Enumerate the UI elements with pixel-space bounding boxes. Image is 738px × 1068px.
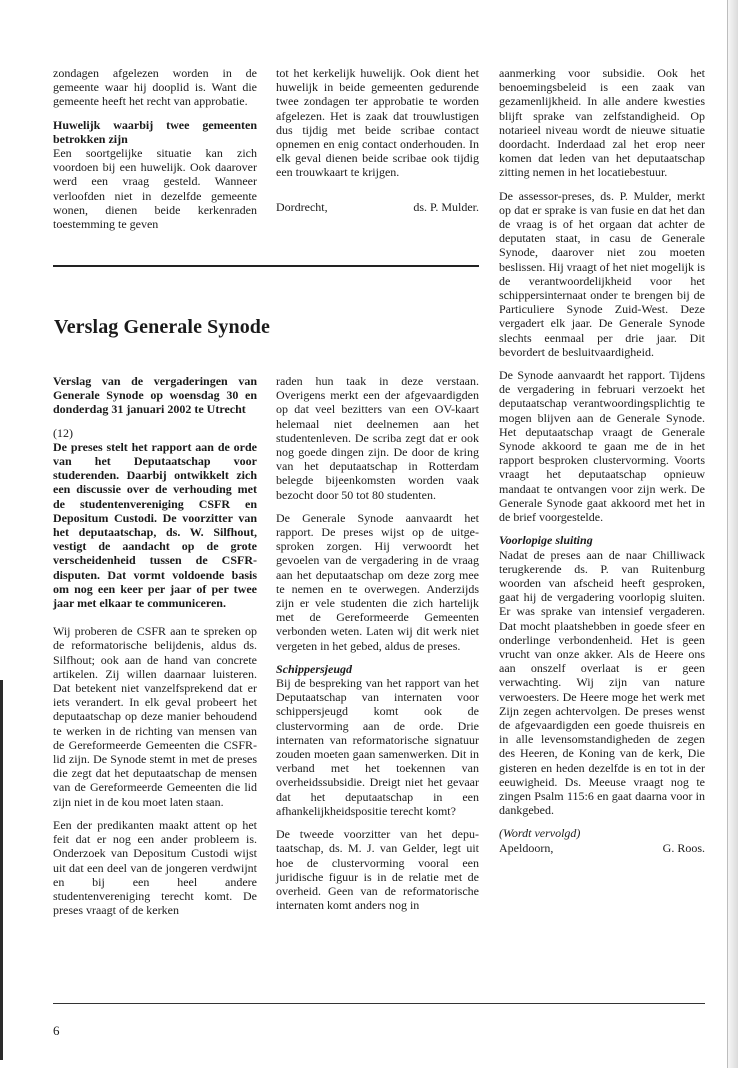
top-column-1 xyxy=(53,66,257,240)
binding-shadow xyxy=(0,680,3,1060)
paragraph: De tweede voorzitter van het deputaatschap, ds. M. J. van Gelder, legt uit hoe de clustervorming vooral een juridische figuur is in de relatie met de overheid. Geen van de reformatorische internaten komt anders nog in xyxy=(276,827,479,913)
top-col1-paragraph: zondagen afgelezen worden in de gemeente waar hij dooplid is. Want die gemeente heeft het recht van approbatie. xyxy=(53,66,257,109)
signature-name: G. Roos. xyxy=(662,840,705,855)
top-col2-paragraph: tot het kerkelijk huwelijk. Ook dient het huwelijk in beide gemeenten gedurende twee zondagen ter approbatie te worden afgelezen. Het is zaak dat trouwlustigen dus tijdig met beide scribae contact opnemen en enig contact onderhouden. In elk geval dienen beide scribae ook tijdig een trouwkaart te krijgen. xyxy=(276,66,479,180)
signature-name: ds. P. Mulder. xyxy=(413,199,479,214)
lead-paragraph: De preses stelt het rapport aan de orde van het Deputaatschap voor studerenden. Daarbij ontwikkelt zich een discussie over de verhouding met de studentenvereniging CSFR en Depositum Custodi. De voorzitter van het deputaatschap, ds. W. Silfhout, vestigt de aandacht op de grote verscheidenheid tussen de CSFR-disputen. Dat vormt voldoende basis om nog een keer per jaar of per twee jaar met elkaar te communiceren. xyxy=(53,439,257,611)
signature-place: Dordrecht, xyxy=(276,199,328,214)
top-column-2 xyxy=(276,66,479,214)
column-2 xyxy=(276,374,479,921)
section-heading-voorlopige-sluiting: Voorlopige sluiting xyxy=(499,533,593,548)
paragraph: De Generale Synode aanvaardt het rapport. De preses wijst op de uitgesproken zorgen. Hij verwoordt het gevoelen van de vergadering in de vraag aan het deputaatschap om deze zorg mee te nemen en te overwegen. Anderzijds zijn er vele studenten die zich hartelijk met de Gereformeerde Gemeenten verbonden weten. Laten wij dit werk niet vergeten in het gebed, aldus de preses. xyxy=(276,510,479,653)
paragraph: De assessor-preses, ds. P. Mulder, merkt op dat er sprake is van fusie en dat het dan de vraag is of het orgaan dat achter de deputaten staat, in casu de Generale Synode, daarover niet zou moeten beslissen. Hij vraagt of het niet mogelijk is de verantwoordelijkheid voor het schippersinternaat onder te brengen bij de Particuliere Synode Zuid-West. Deze vergadert elk jaar. De Generale Synode slechts eenmaal per drie jaar. Dit bevordert de besluitvaardigheid. xyxy=(499,188,705,359)
footer-rule xyxy=(53,1003,705,1004)
report-intro: Verslag van de vergaderingen van Generale Synode op woensdag 30 en donderdag 31 januari 2002 te Utrecht xyxy=(53,374,257,417)
continued-note: (Wordt vervolgd) xyxy=(499,826,581,841)
column-1 xyxy=(53,374,257,926)
paragraph: Nadat de preses aan de naar Chilliwack terugkerende ds. P. van Ruitenburg woorden van afscheid heeft gesproken, gaat hij de vergadering voorlopig sluiten. Er was sprake van intensief vergaderen. Dat mocht plaatshebben in goede sfeer en onderlinge verbondenheid. Het is geen vrucht van onze akker. Als de Heere ons aan onszelf overlaat is er geen verwachting. Wij zijn van nature verwoesters. De Heere moge het werk met Zijn zegen achtervolgen. De preses wenst de afgevaardigden een goede thuisreis en in alle levensomstandigheden de zegen des Heeren, de Koning van de kerk, Die gisteren en heden dezelfde is en tot in der eeuwigheid. Ds. Meeuse vraagt nog te zingen Psalm 115:6 en gaat daarna voor in dankgebed. xyxy=(499,547,705,818)
signature-place: Apeldoorn, xyxy=(499,840,554,855)
section-divider xyxy=(53,265,479,267)
article-title: Verslag Generale Synode xyxy=(54,316,270,338)
page-number: 6 xyxy=(53,1023,60,1038)
page-edge xyxy=(727,0,738,1068)
signature-line xyxy=(276,200,479,214)
paragraph: Een der predikanten maakt attent op het feit dat er nog een ander probleem is. Onderzoek van Depositum Custodi wijst uit dat een deel van de jongeren verdwijnt en bij een heel andere studentenvereniging terecht komt. De preses vraagt of de kerken xyxy=(53,817,257,918)
column-3 xyxy=(499,66,705,855)
paragraph: aanmerking voor subsidie. Ook het benoemingsbeleid is een zaak van gezamenlijkheid. In alle andere kwesties blijft sprake van zelfstandigheid. Op notarieel niveau wordt de nieuwe situatie doordacht. Inderdaad zal het erop neer komen dat leden van het deputaatschap zitting nemen in het locatiebestuur. xyxy=(499,66,705,180)
report-number: (12) xyxy=(53,425,73,440)
paragraph: Bij de bespreking van het rapport van het Deputaatschap van internaten voor schippersjeugd komt ook de clustervorming aan de orde. Drie internaten van reformatorische signatuur zouden moeten gaan samenwerken. Dit in verband met het toekennen van overheidssubsidie. Dreigt niet het gevaar dat het deputaatschap in een afhankelijkheidspositie terecht komt? xyxy=(276,676,479,818)
paragraph: raden hun taak in deze verstaan. Overigens merkt een der afgevaardigden op dat veel bezitters van een OV-kaart helemaal niet deelnemen aan het studentenleven. De scriba zegt dat er ook nog goede dingen zijn. De door de kring van het deputaatschap in Rotterdam belegde bijeenkomsten worden vaak bezocht door 50 tot 80 studenten. xyxy=(276,374,479,502)
paragraph: Wij proberen de CSFR aan te spreken op de reformatorische belijdenis, aldus ds. Silfhout; ook aan de hand van concrete artikelen. Zij willen daarnaar luisteren. Dat betekent niet vanzelfsprekend dat er iets verandert. In elk geval probeert het deputaatschap op deze manier behoudend te werken in de richting van mensen van de Gereformeerde Gemeenten die CSFR-lid zijn. De Synode stemt in met de preses die zegt dat het deputaatschap de mensen van de Gereformeerde Gemeenten die lid zijn niet in de kou moet laten staan. xyxy=(53,624,257,809)
section-heading-huwelijk: Huwelijk waarbij twee gemeenten betrokken zijn xyxy=(53,117,257,146)
section-heading-schippersjeugd: Schippersjeugd xyxy=(276,661,353,676)
signature-line xyxy=(499,841,705,855)
top-col1-paragraph: Een soortgelijke situatie kan zich voordoen bij een huwelijk. Ook daarover werd een vraag gesteld. Wanneer verloofden niet in dezelfde gemeente wonen, dienen beide kerkenraden toestemming te geven xyxy=(53,146,257,232)
paragraph: De Synode aanvaardt het rapport. Tijdens de vergadering in februari verzoekt het deputaatschap verantwoordingsplichtig te mogen blijven aan de Generale Synode. Het deputaatschap vraagt de Generale Synode akkoord te gaan me de in het rapport besproken clustervorming. Voorts vraagt het deputaatschap opnieuw mandaat te ontvangen voor zijn werk. De Generale Synode gaat akkoord met het in de brief voorgestelde. xyxy=(499,368,705,525)
